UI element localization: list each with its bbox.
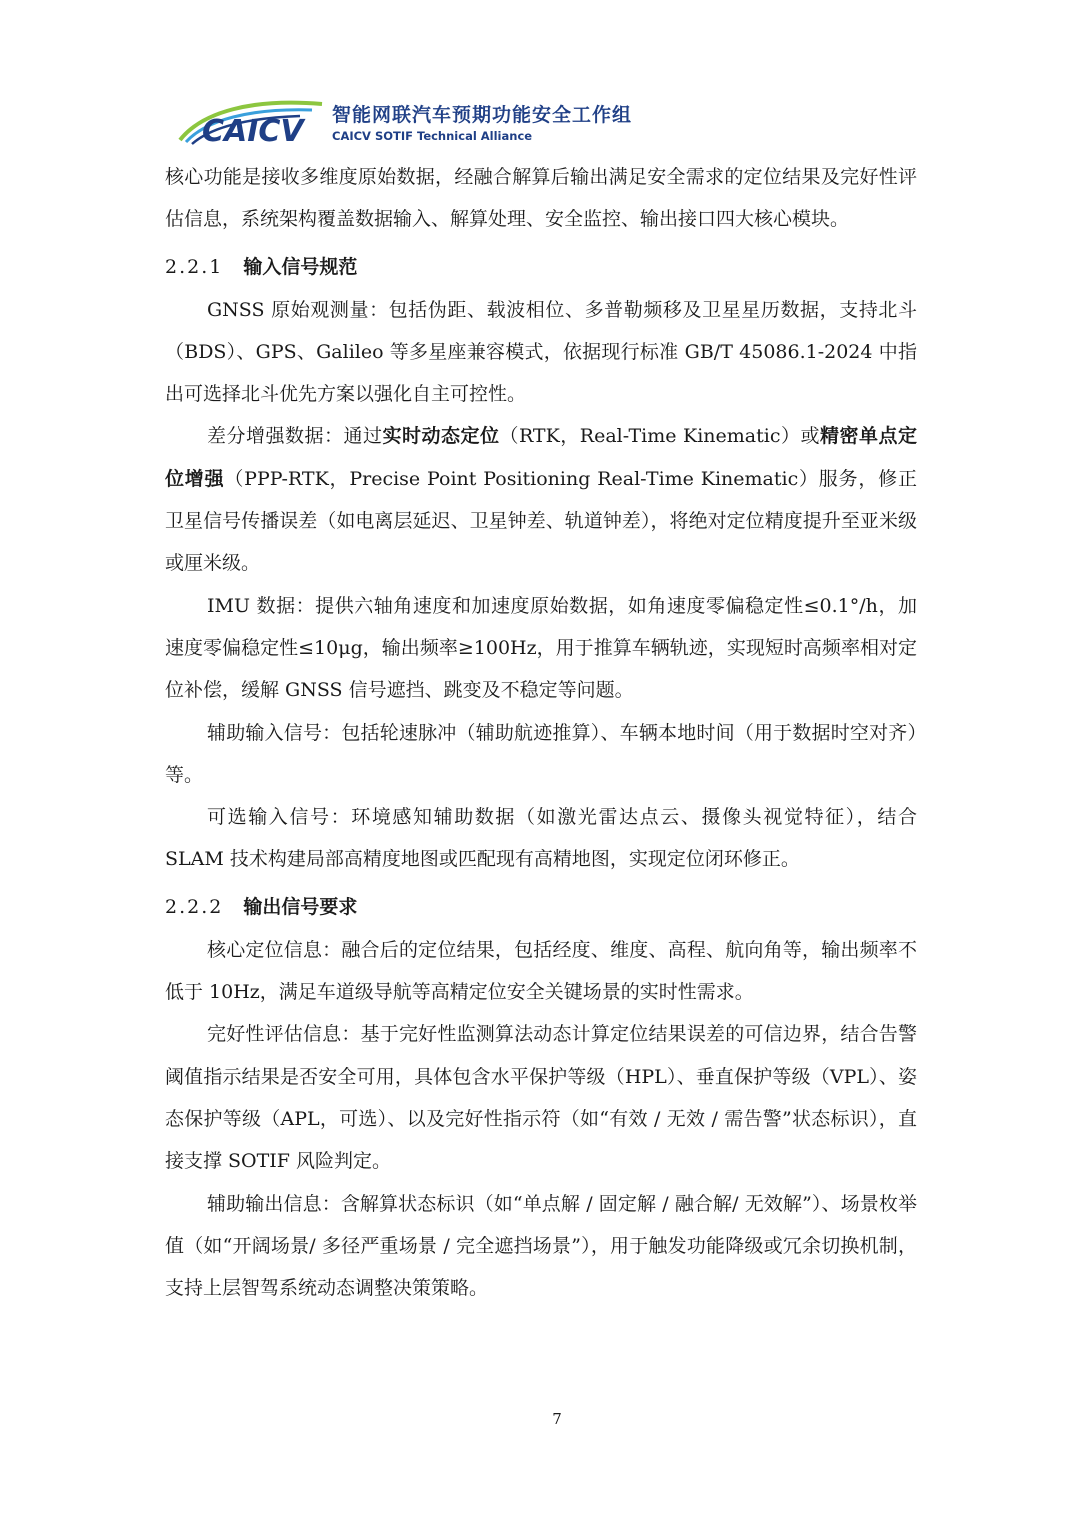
section-heading-2-2-2 (165, 886, 917, 928)
section-title: 输入信号规范 (243, 255, 358, 278)
paragraph-integrity: 完好性评估信息：基于完好性监测算法动态计算定位结果误差的可信边界，结合告警阈值指示结果是否安全可用，具体包含水平保护等级（HPL）、垂直保护等级（VPL）、姿态保护等级（APL，可选）、以及完好性指示符（如“有效 / 无效 / 需告警”状态标识），直接支撑 SOTIF 风险判定。 (165, 1023, 917, 1173)
paragraph-core-output: 核心定位信息：融合后的定位结果，包括经度、维度、高程、航向角等，输出频率不低于 10Hz，满足车道级导航等高精定位安全关键场景的实时性需求。 (165, 938, 917, 1004)
document-header (172, 94, 732, 150)
section-number: 2.2.1 (165, 255, 224, 278)
section-heading-2-2-1 (165, 246, 917, 288)
logo-text: CAICV (202, 114, 304, 149)
paragraph-aux-input: 辅助输入信号：包括轮速脉冲（辅助航迹推算）、车辆本地时间（用于数据时空对齐）等。 (165, 721, 917, 786)
term-ppp: 精密单点定位增强 (165, 425, 917, 490)
paragraph-intro: 核心功能是接收多维度原始数据，经融合解算后输出满足安全需求的定位结果及完好性评估信息，系统架构覆盖数据输入、解算处理、安全监控、输出接口四大核心模块。 (165, 166, 917, 231)
paragraph-optional-input: 可选输入信号：环境感知辅助数据（如激光雷达点云、摄像头视觉特征），结合 SLAM 技术构建局部高精度地图或匹配现有高精地图，实现定位闭环修正。 (165, 806, 917, 871)
paragraph-aux-output: 辅助输出信息：含解算状态标识（如“单点解 / 固定解 / 融合解/ 无效解”）、场景枚举值（如“开阔场景/ 多径严重场景 / 完全遮挡场景”），用于触发功能降级或冗余切换机制，支持上层智驾系统动态调整决策策略。 (165, 1192, 917, 1300)
org-name-cn: 智能网联汽车预期功能安全工作组 (332, 104, 633, 126)
text-run: （RTK，Real-Time Kinematic）或 (499, 425, 820, 448)
org-name-en: CAICV SOTIF Technical Alliance (332, 129, 533, 143)
document-body (165, 156, 917, 1309)
text-run: （PPP-RTK，Precise Point Positioning Real-Time Kinematic）服务，修正卫星信号传播误差（如电离层延迟、卫星钟差、轨道钟差），将绝对定位精度提升至亚米级或厘米级。 (165, 467, 917, 575)
section-title: 输出信号要求 (243, 895, 358, 918)
text-run: 差分增强数据：通过 (207, 425, 383, 448)
paragraph-imu: IMU 数据：提供六轴角速度和加速度原始数据，如角速度零偏稳定性≤0.1°/h，加速度零偏稳定性≤10μg，输出频率≥100Hz，用于推算车辆轨迹，实现短时高频率相对定位补偿，缓解 GNSS 信号遮挡、跳变及不稳定等问题。 (165, 594, 917, 702)
paragraph-gnss: GNSS 原始观测量：包括伪距、载波相位、多普勒频移及卫星星历数据，支持北斗（BDS）、GPS、Galileo 等多星座兼容模式，依据现行标准 GB/T 45086.1-2024 中指出可选择北斗优先方案以强化自主可控性。 (165, 298, 917, 406)
paragraph-differential (165, 415, 917, 584)
caicv-logo-icon (172, 94, 328, 150)
section-number: 2.2.2 (165, 895, 224, 918)
page-number: 7 (552, 1410, 562, 1428)
term-rtk: 实时动态定位 (382, 425, 500, 448)
